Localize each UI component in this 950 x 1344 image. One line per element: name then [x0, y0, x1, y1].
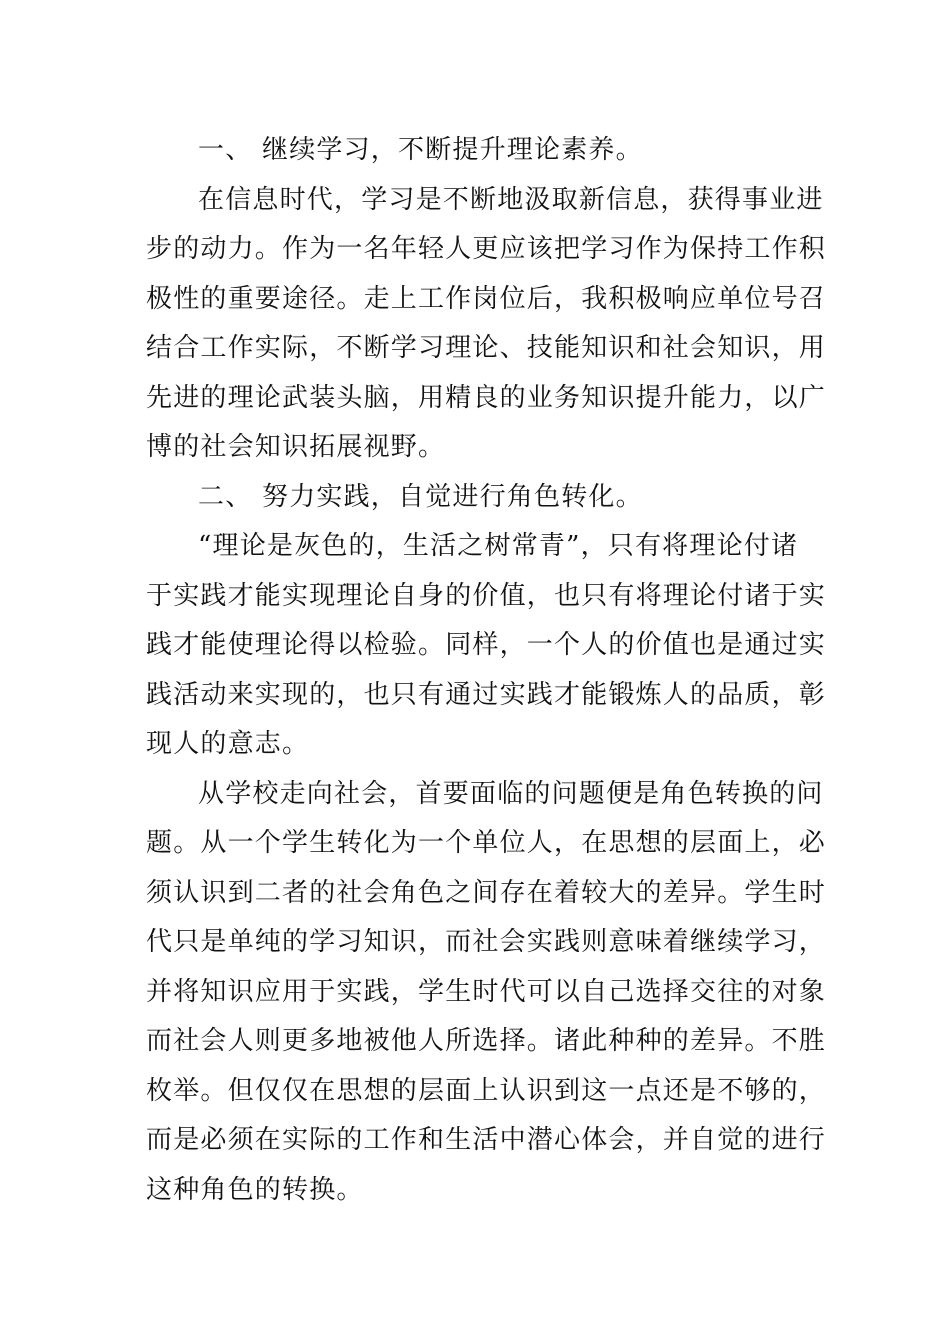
paragraph-line: 极性的重要途径。走上工作岗位后，我积极响应单位号召 [146, 283, 827, 314]
heading-text: 继续学习，不断提升理论素养。 [262, 135, 643, 165]
section-heading-1 [146, 126, 816, 176]
paragraph-line: 在信息时代，学习是不断地汲取新信息，获得事业进 [198, 184, 824, 215]
paragraph-line: 枚举。但仅仅在思想的层面上认识到这一点还是不够的， [146, 1075, 827, 1106]
paragraph-line: 博的社会知识拓展视野。 [146, 432, 446, 462]
paragraph-line: 从学校走向社会，首要面临的问题便是角色转换的问 [198, 778, 824, 809]
paragraph-line: “理论是灰色的，生活之树常青”，只有将理论付诸 [198, 531, 799, 561]
paragraph-line: 践活动来实现的，也只有通过实践才能锻炼人的品质，彰 [146, 679, 827, 710]
paragraph-1 [146, 176, 827, 473]
paragraph-line: 于实践才能实现理论自身的价值，也只有将理论付诸于实 [146, 580, 827, 611]
heading-text: 努力实践，自觉进行角色转化。 [262, 481, 643, 512]
document-body [146, 126, 827, 1215]
heading-number: 一、 [198, 135, 253, 165]
paragraph-3 [146, 770, 827, 1216]
section-heading-2 [146, 473, 816, 523]
paragraph-line: 须认识到二者的社会角色之间存在着较大的差异。学生时 [146, 877, 827, 908]
paragraph-line: 这种角色的转换。 [146, 1174, 364, 1205]
paragraph-line: 题。从一个学生转化为一个单位人，在思想的层面上，必 [146, 828, 827, 858]
paragraph-line: 现人的意志。 [146, 729, 310, 759]
paragraph-line: 先进的理论武装头脑，用精良的业务知识提升能力，以广 [146, 382, 827, 413]
paragraph-line: 并将知识应用于实践，学生时代可以自己选择交往的对象 [146, 976, 827, 1007]
paragraph-line: 而社会人则更多地被他人所选择。诸此种种的差异。不胜 [146, 1026, 827, 1056]
paragraph-line: 代只是单纯的学习知识，而社会实践则意味着继续学习， [146, 927, 827, 957]
heading-number: 二、 [198, 481, 253, 512]
paragraph-line: 结合工作实际，不断学习理论、技能知识和社会知识，用 [146, 333, 827, 363]
paragraph-2 [146, 522, 827, 770]
paragraph-line: 而是必须在实际的工作和生活中潜心体会，并自觉的进行 [146, 1125, 827, 1155]
paragraph-line: 步的动力。作为一名年轻人更应该把学习作为保持工作积 [146, 234, 827, 264]
paragraph-line: 践才能使理论得以检验。同样，一个人的价值也是通过实 [146, 630, 827, 660]
